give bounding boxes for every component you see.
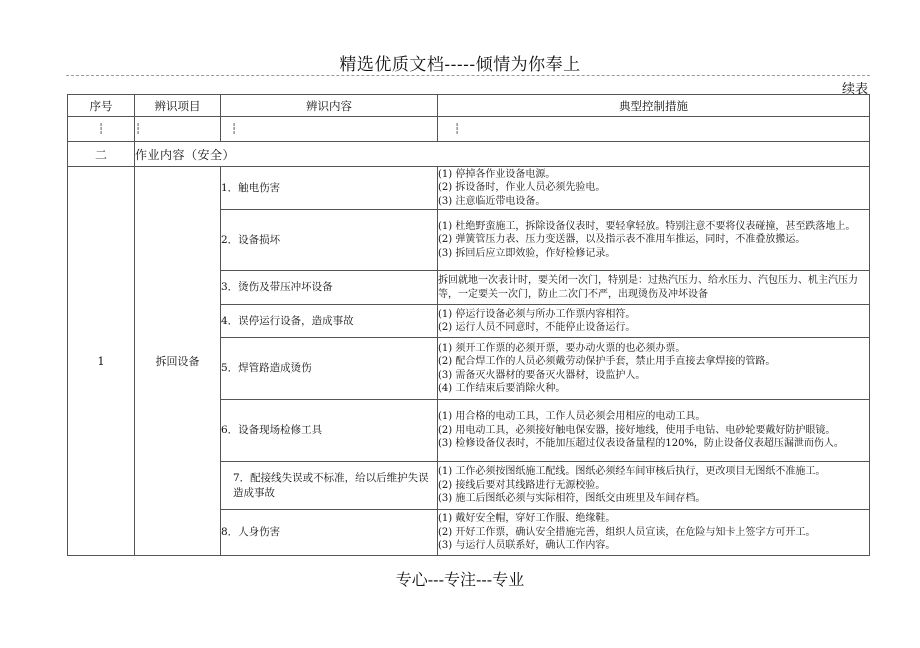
continued-label: 续表 xyxy=(841,82,868,97)
control-measures-table xyxy=(67,94,870,556)
measure-line: (3) 拆回后应立即效验，作好检修记录。 xyxy=(438,247,616,259)
measures-cell xyxy=(438,400,870,462)
measure-line: (3) 施工后图纸必须与实际相符，图纸交由班里及车间存档。 xyxy=(438,493,706,505)
measure-line: (2) 弹簧管压力表、压力变送器，以及指示表不准用车推运，同时，不准叠放搬运。 xyxy=(438,234,806,246)
measure-line: (2) 开好工作票，确认安全措施完善，组织人员宣读，在危险与知卡上签字方可开工。 xyxy=(438,526,816,538)
ellipsis-cell: ┆ xyxy=(221,117,438,142)
measure-line: (2) 接线后要对其线路进行无源校验。 xyxy=(438,479,606,491)
measures-cell xyxy=(438,510,870,556)
section-row xyxy=(68,142,870,167)
measure-line: (3) 检修设备仪表时，不能加压超过仪表设备量程的120%，防止设备仪表超压漏泄而伤人。 xyxy=(438,438,844,450)
measures-cell xyxy=(438,338,870,400)
measure-line: (1) 戴好安全帽，穿好工作服、绝缘鞋。 xyxy=(438,513,616,525)
measure-line: (1) 须开工作票的必须开票，要办动火票的也必须办票。 xyxy=(438,342,686,354)
hazard-cell: 7．配接线失误或不标准，给以后维护失误造成事故 xyxy=(221,462,438,510)
col-header-no: 序号 xyxy=(68,95,135,117)
col-header-content: 辨识内容 xyxy=(221,95,438,117)
measure-line: (3) 注意临近带电设备。 xyxy=(438,195,546,207)
page-footer-title: 专心---专注---专业 xyxy=(395,570,525,589)
measure-line: 拆回就地一次表计时，要关闭一次门，特别是：过热汽压力、给水压力、汽包压力、机主汽压力等，一定要关一次门，防止二次门不严，出现烫伤及冲坏设备 xyxy=(438,275,858,300)
measure-line: (2) 配合焊工作的人员必须戴劳动保护手套，禁止用手直接去拿焊接的管路。 xyxy=(438,356,776,368)
measure-line: (4) 工作结束后要消除火种。 xyxy=(438,382,566,394)
measure-line: (1) 停掉各作业设备电源。 xyxy=(438,168,556,180)
section-number: 二 xyxy=(68,142,135,167)
hazard-cell: 8．人身伤害 xyxy=(221,510,438,556)
ellipsis-cell: ┆ xyxy=(68,117,135,142)
measures-cell xyxy=(438,462,870,510)
table-row xyxy=(68,167,870,210)
measure-line: (2) 用电动工具，必须接好触电保安器，接好地线，使用手电钻、电砂轮要戴好防护眼镜。 xyxy=(438,424,836,436)
page-header-title: 精选优质文档-----倾情为你奉上 xyxy=(339,55,581,75)
measure-line: (1) 杜绝野蛮施工，拆除设备仪表时，要轻拿轻放。特别注意不要将仪表碰撞，甚至跌落地上。 xyxy=(438,220,856,232)
ellipsis-row xyxy=(68,117,870,142)
measure-line: (2) 拆设备时，作业人员必须先验电。 xyxy=(438,182,606,194)
hazard-cell: 3．烫伤及带压冲坏设备 xyxy=(221,271,438,305)
measures-cell xyxy=(438,271,870,305)
hazard-cell: 4．误停运行设备，造成事故 xyxy=(221,305,438,338)
table-header-row xyxy=(68,95,870,117)
measure-line: (3) 与运行人员联系好，确认工作内容。 xyxy=(438,540,616,552)
header-divider xyxy=(66,75,870,76)
section-name: 作业内容（安全） xyxy=(135,142,870,167)
hazard-cell: 6．设备现场检修工具 xyxy=(221,400,438,462)
measure-line: (1) 工作必须按图纸施工配线。图纸必须经车间审核后执行，更改项目无图纸不准施工。 xyxy=(438,466,826,478)
hazard-cell: 5．焊管路造成烫伤 xyxy=(221,338,438,400)
group-number: 1 xyxy=(68,167,135,556)
measures-cell xyxy=(438,305,870,338)
col-header-measures: 典型控制措施 xyxy=(438,95,870,117)
group-item: 拆回设备 xyxy=(135,167,221,556)
measure-line: (2) 运行人员不同意时，不能停止设备运行。 xyxy=(438,322,636,333)
measure-line: (1) 停运行设备必须与所办工作票内容相符。 xyxy=(438,308,636,320)
measure-line: (3) 需备灭火器材的要备灭火器材，设监护人。 xyxy=(438,369,646,381)
measure-line: (1) 用合格的电动工具，工作人员必须会用相应的电动工具。 xyxy=(438,411,706,423)
measures-cell xyxy=(438,210,870,271)
measures-cell xyxy=(438,167,870,210)
ellipsis-cell: ┆ xyxy=(438,117,870,142)
ellipsis-cell: ┆ xyxy=(135,117,221,142)
hazard-cell: 2．设备损坏 xyxy=(221,210,438,271)
hazard-cell: 1．触电伤害 xyxy=(221,167,438,210)
col-header-item: 辨识项目 xyxy=(135,95,221,117)
